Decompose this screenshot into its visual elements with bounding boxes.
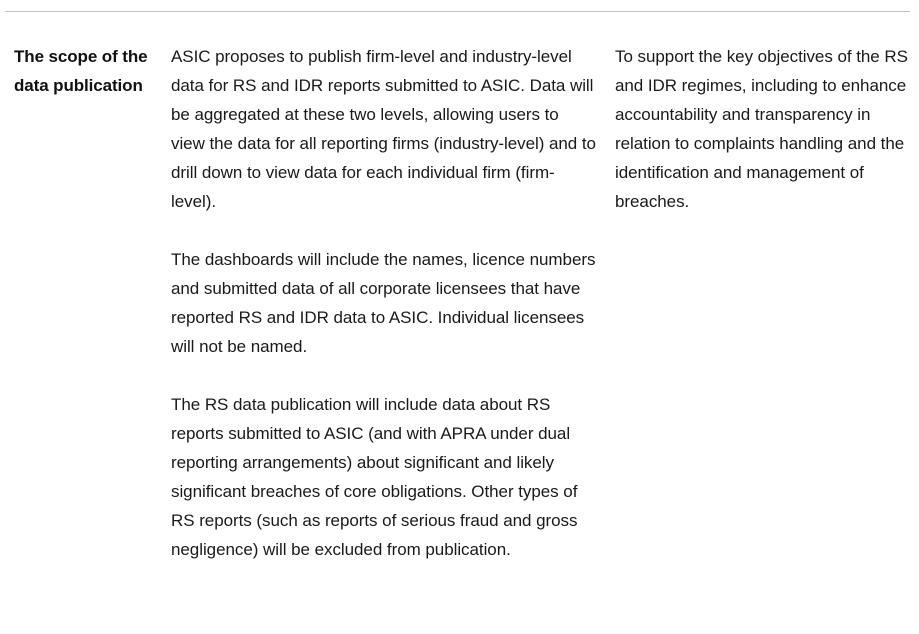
content-row: [0, 42, 919, 564]
page-title: The scope of the data publication: [14, 47, 148, 95]
section-label-column: [0, 42, 171, 100]
main-paragraph-1: ASIC proposes to publish firm-level and industry-level data for RS and IDR reports submitted to ASIC. Data will be aggregated at these two levels, allowing users to view the data for all reporting firms (industry-level) and to drill down to view data for each individual firm (firm-level).: [171, 47, 596, 211]
main-paragraph-2: The dashboards will include the names, licence numbers and submitted data of all corporate licensees that have reported RS and IDR data to ASIC. Individual licensees will not be named.: [171, 250, 596, 356]
main-text-column: [171, 42, 615, 564]
header-divider: [5, 11, 910, 12]
aside-paragraph-1: To support the key objectives of the RS and IDR regimes, including to enhance accountability and transparency in relation to complaints handling and the identification and management of breaches.: [615, 47, 908, 211]
main-paragraph-3: The RS data publication will include data about RS reports submitted to ASIC (and with APRA under dual reporting arrangements) about significant and likely significant breaches of core obligations. Other types of RS reports (such as reports of serious fraud and gross negligence) will be excluded from publication.: [171, 395, 578, 559]
aside-text-column: [615, 42, 919, 216]
